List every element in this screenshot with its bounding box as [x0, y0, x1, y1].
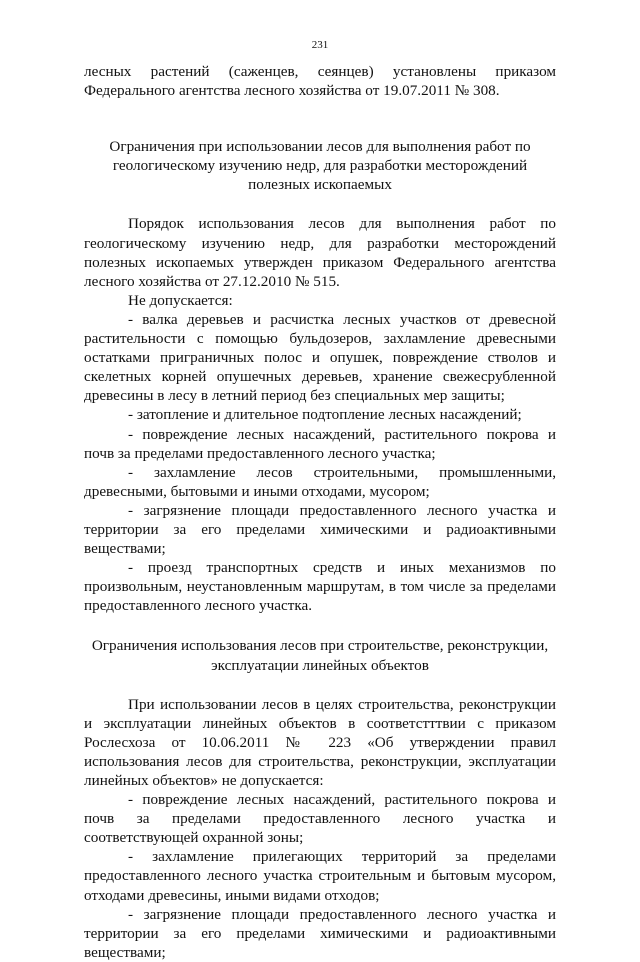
section-heading-linear-objects: Ограничения использования лесов при строительстве, реконструкции, эксплуатации линейных объектов [91, 637, 549, 674]
intro-paragraph: лесных растений (саженцев, сеянцев) установлены приказом Федерального агентства лесного хозяйства от 19.07.2011 № 308. [84, 63, 556, 100]
list-item: - проезд транспортных средств и иных механизмов по произвольным, неустановленным маршрутам, в том числе за пределами предоставленного лесного участка. [84, 559, 556, 615]
list-item: - загрязнение площади предоставленного лесного участка и территории за его пределами химическими и радиоактивными веществами; [84, 905, 556, 961]
list-item: - повреждение лесных насаждений, растительного покрова и почв за пределами предоставленного лесного участка; [84, 425, 556, 462]
section-heading-geology: Ограничения при использовании лесов для выполнения работ по геологическому изучению недр, для разработки месторождений полезных ископаемых [109, 138, 531, 194]
section-paragraph-geology: Порядок использования лесов для выполнения работ по геологическому изучению недр, для разработки месторождений полезных ископаемых утвержден приказом Федерального агентства лесного хозяйства от 27.12.2010 № 515. [84, 215, 556, 290]
list-item: - загрязнение площади предоставленного лесного участка и территории за его пределами химическими и радиоактивными веществами; [84, 501, 556, 558]
list-item: - валка деревьев и расчистка лесных участков от древесной растительности с помощью бульдозеров, захламление древесными остатками приграничных полос и опушек, повреждение стволов и скелетных корней опушечных деревьев, хранение свежесрубленной древесины в лесу в летний период без специальных мер защиты; [84, 310, 556, 405]
page-content [84, 62, 556, 962]
list-item: - захламление прилегающих территорий за пределами предоставленного лесного участка строительным и бытовым мусором, отходами древесины, иными видами отходов; [84, 848, 556, 904]
not-allowed-label: Не допускается: [128, 291, 233, 309]
list-item: - затопление и длительное подтопление лесных насаждений; [128, 406, 522, 424]
page-number: 231 [311, 39, 329, 51]
section-paragraph-linear-objects: При использовании лесов в целях строительства, реконструкции и эксплуатации линейных объектов в соответстттвии с приказом Рослесхоза от 10.06.2011 № 223 «Об утверждении правил использования лесов для строительства, реконструкции, эксплуатации линейных объектов» не допускается: [84, 695, 556, 789]
list-item: - повреждение лесных насаждений, растительного покрова и почв за пределами предоставленного лесного участка и соответствующей охранной зоны; [84, 791, 556, 847]
list-item: - захламление лесов строительными, промышленными, древесными, бытовыми и иными отходами, мусором; [84, 463, 556, 500]
